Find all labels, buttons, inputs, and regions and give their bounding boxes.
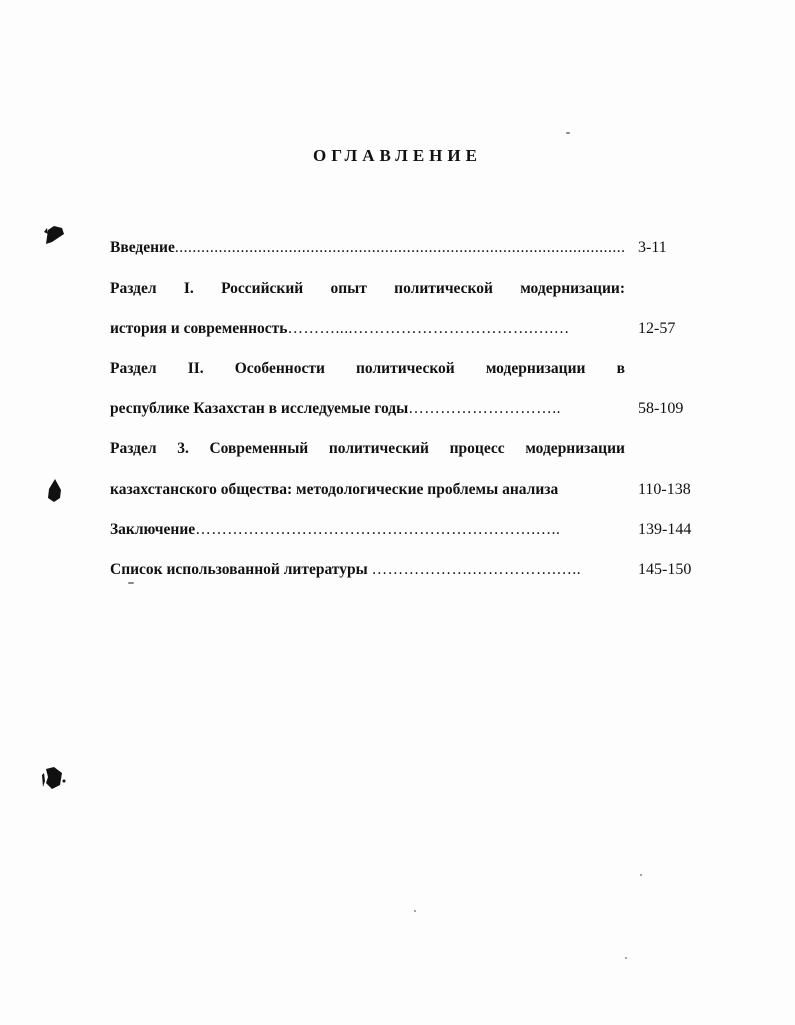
toc-entry-section-1-line-2 [110,318,700,340]
scan-speck [625,957,627,959]
toc-leader-dots: ……………………………………………………….….. [195,521,561,538]
toc-entry-section-1-line-1 [110,278,700,300]
toc-page-number: 12-57 [638,320,676,337]
toc-leader-dots: ……………….…………….….. [371,561,582,578]
toc-word: модернизации [485,360,586,377]
toc-word: I. [183,280,194,297]
toc-page-number: 139-144 [638,521,692,538]
toc-word: модернизации: [520,280,625,297]
toc-entry-section-2-line-1 [110,358,700,380]
toc-leader-dots: ……………………….. [408,400,562,417]
toc-page-number: 145-150 [638,561,692,578]
toc-entry-conclusion [110,519,700,541]
toc-page-number: 3-11 [638,239,667,256]
toc-word: политической [394,280,493,297]
toc-page-number: 58-109 [638,400,684,417]
toc-word: политический [328,440,429,457]
toc-entry-section-3-line-1 [110,438,700,460]
toc-word: II. [187,360,204,377]
scan-speck [566,132,570,134]
scan-blot-middle [42,476,68,506]
toc-entry-section-2-line-2 [110,398,700,420]
toc-word: Раздел [110,280,157,297]
toc-entry-label: Список использованной литературы [110,561,372,578]
scan-speck [640,874,642,876]
toc-leader-dots: ....................................................................................................... [174,239,625,256]
toc-entry-section-3-line-2 [110,479,700,501]
toc-entry-bibliography [110,559,700,581]
toc-word: опыт [330,280,367,297]
toc-word: 3. [177,440,189,457]
scan-speck [414,910,416,912]
toc-entry-label: Введение [110,239,175,256]
scan-speck [128,582,134,584]
toc-word: модернизации [525,440,625,457]
toc-word: в [616,360,625,377]
page-title: ОГЛАВЛЕНИЕ [313,146,482,165]
toc-word: Особенности [234,360,325,377]
toc-word: процесс [449,440,505,457]
toc-word: Современный [209,440,309,457]
toc-entry-label: казахстанского общества: методологические проблемы анализа [110,481,559,498]
toc-word: политической [355,360,455,377]
toc-word: Раздел [110,440,157,457]
toc-entry-label: республике Казахстан в исследуемые годы [110,400,409,417]
toc-page-number: 110-138 [638,481,691,498]
scan-blot-bottom [38,763,68,795]
toc-entry-introduction [110,237,700,259]
scan-blot-top [40,220,70,250]
toc-word: Раздел [110,360,157,377]
toc-entry-label: Заключение [110,521,196,538]
toc-word: Российский [221,280,304,297]
toc-leader-dots: ………....…………………………….….… [287,320,570,337]
toc-entry-label: история и современность [110,320,288,337]
